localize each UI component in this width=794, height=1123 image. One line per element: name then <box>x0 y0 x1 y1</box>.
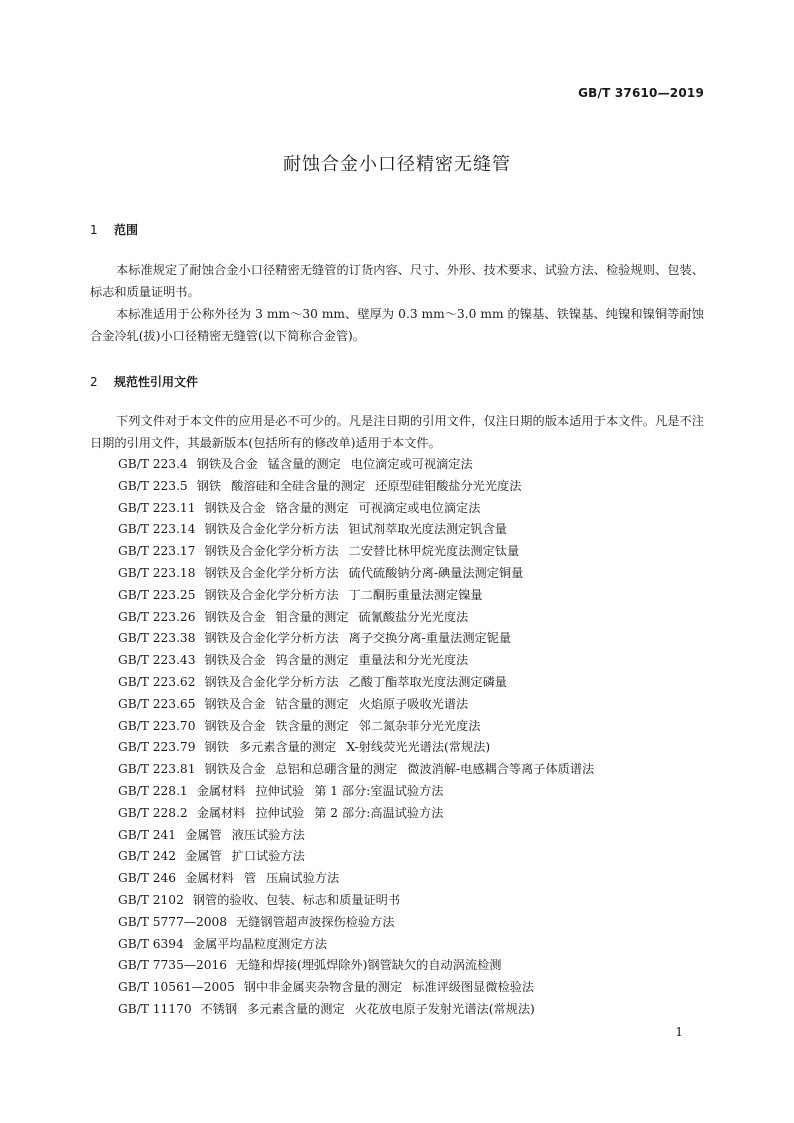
reference-title-part: 钢铁及合金 <box>204 696 266 711</box>
reference-item <box>118 846 604 868</box>
reference-title-part: X-射线荧光光谱法(常规法) <box>346 740 491 755</box>
reference-code: GB/T 246 <box>118 871 177 886</box>
reference-item <box>118 476 604 498</box>
reference-code: GB/T 228.2 <box>118 805 188 820</box>
reference-item <box>118 781 604 803</box>
reference-code: GB/T 223.4 <box>118 457 188 471</box>
reference-title-part: 二安替比林甲烷光度法测定钛量 <box>348 544 520 559</box>
reference-title-part: 可视滴定或电位滴定法 <box>358 500 481 515</box>
reference-item <box>118 563 604 585</box>
reference-item <box>118 541 604 563</box>
reference-code: GB/T 223.43 <box>118 653 196 668</box>
reference-title-part: 钨含量的测定 <box>275 653 349 668</box>
references-intro-paragraph: 下列文件对于本文件的应用是必不可少的。凡是注日期的引用文件，仅注日期的版本适用于本文件。凡是不注日期的引用文件，其最新版本(包括所有的修改单)适用于本文件。 <box>90 414 704 450</box>
reference-code: GB/T 2102 <box>118 892 184 907</box>
reference-title-part: 钢管的验收、包装、标志和质量证明书 <box>192 892 401 907</box>
reference-title-part: 钼含量的测定 <box>275 609 349 624</box>
reference-title-part: 液压试验方法 <box>231 827 305 842</box>
reference-code: GB/T 223.65 <box>118 696 196 711</box>
reference-code: GB/T 223.38 <box>118 631 196 646</box>
section-heading-normative-references <box>90 373 198 390</box>
reference-title-part: 金属材料 <box>185 871 234 886</box>
reference-code: GB/T 223.25 <box>118 587 196 602</box>
reference-title-part: 总铝和总硼含量的测定 <box>275 762 398 777</box>
section-title: 范围 <box>114 223 139 237</box>
reference-title-part: 金属平均晶粒度测定方法 <box>192 936 327 951</box>
reference-title-part: 锰含量的测定 <box>267 457 341 471</box>
reference-title-part: 硫氰酸盐分光光度法 <box>358 609 469 624</box>
reference-item <box>118 868 604 890</box>
reference-title-part: 钢铁 <box>204 740 229 755</box>
reference-title-part: 金属材料 <box>196 783 246 798</box>
reference-title-part: 离子交换分离-重量法测定铌量 <box>348 631 512 646</box>
reference-item <box>118 694 604 716</box>
reference-title-part: 还原型硅钼酸盐分光光度法 <box>375 478 522 493</box>
reference-code: GB/T 223.79 <box>118 740 196 755</box>
reference-title-part: 管 <box>243 871 257 886</box>
reference-title-part: 钢铁及合金 <box>204 500 266 515</box>
section-number: 2 <box>90 375 98 389</box>
reference-title-part: 微波消解-电感耦合等离子体质谱法 <box>407 762 595 777</box>
reference-title-part: 铬含量的测定 <box>275 500 349 515</box>
reference-item <box>118 934 604 956</box>
reference-item <box>118 977 604 999</box>
reference-title-part: 第 1 部分:室温试验方法 <box>314 783 444 798</box>
reference-item <box>118 519 604 541</box>
document-title: 耐蚀合金小口径精密无缝管 <box>283 154 511 175</box>
reference-item <box>118 759 604 781</box>
reference-title-part: 金属管 <box>185 827 222 842</box>
section-heading-scope <box>90 221 138 238</box>
section-title: 规范性引用文件 <box>114 375 199 389</box>
reference-code: GB/T 223.26 <box>118 609 196 624</box>
reference-code: GB/T 7735—2016 <box>118 958 228 973</box>
reference-title-part: 拉伸试验 <box>255 805 305 820</box>
reference-code: GB/T 242 <box>118 849 177 864</box>
page-number: 1 <box>675 1025 683 1039</box>
reference-title-part: 压扁试验方法 <box>266 871 340 886</box>
reference-code: GB/T 11170 <box>118 1001 192 1016</box>
reference-item <box>118 672 604 694</box>
reference-title-part: 邻二氮杂菲分光光度法 <box>358 718 481 733</box>
reference-title-part: 丁二酮肟重量法测定镍量 <box>348 587 483 602</box>
reference-title-part: 硫代硫酸钠分离-碘量法测定铜量 <box>348 565 524 580</box>
reference-title-part: 钢铁及合金 <box>204 762 266 777</box>
reference-title-part: 钢铁及合金化学分析方法 <box>204 565 339 580</box>
reference-title-part: 钢铁及合金 <box>204 653 266 668</box>
reference-title-part: 钢铁及合金化学分析方法 <box>204 587 339 602</box>
reference-code: GB/T 223.14 <box>118 522 196 537</box>
reference-title-part: 火花放电原子发射光谱法(常规法) <box>354 1001 535 1016</box>
standard-code: GB/T 37610—2019 <box>578 86 704 100</box>
reference-code: GB/T 223.62 <box>118 674 196 689</box>
reference-item <box>118 454 604 476</box>
reference-code: GB/T 241 <box>118 827 177 842</box>
reference-title-part: 重量法和分光光度法 <box>358 653 469 668</box>
reference-code: GB/T 223.5 <box>118 478 188 493</box>
reference-title-part: 钢铁及合金化学分析方法 <box>204 522 339 537</box>
reference-code: GB/T 228.1 <box>118 783 188 798</box>
reference-title-part: 拉伸试验 <box>255 783 305 798</box>
reference-title-part: 钢铁及合金化学分析方法 <box>204 674 339 689</box>
reference-item <box>118 890 604 912</box>
reference-title-part: 多元素含量的测定 <box>247 1001 345 1016</box>
reference-title-part: 扩口试验方法 <box>231 849 305 864</box>
reference-title-part: 钢铁及合金化学分析方法 <box>204 631 339 646</box>
reference-title-part: 钢中非金属夹杂物含量的测定 <box>243 980 403 995</box>
reference-item <box>118 716 604 738</box>
reference-title-part: 钢铁及合金 <box>204 609 266 624</box>
reference-code: GB/T 223.17 <box>118 544 196 559</box>
reference-title-part: 无缝和焊接(埋弧焊除外)钢管缺欠的自动涡流检测 <box>236 958 502 973</box>
reference-code: GB/T 223.18 <box>118 565 196 580</box>
reference-title-part: 钢铁及合金 <box>204 718 266 733</box>
reference-title-part: 金属管 <box>185 849 222 864</box>
reference-code: GB/T 223.81 <box>118 762 196 777</box>
reference-title-part: 电位滴定或可视滴定法 <box>350 457 473 471</box>
reference-title-part: 火焰原子吸收光谱法 <box>358 696 469 711</box>
reference-title-part: 标准评级图显微检验法 <box>412 980 535 995</box>
reference-title-part: 无缝钢管超声波探伤检验方法 <box>236 914 395 929</box>
reference-title-part: 多元素含量的测定 <box>238 740 337 755</box>
reference-code: GB/T 5777—2008 <box>118 914 228 929</box>
scope-paragraph-1: 本标准规定了耐蚀合金小口径精密无缝管的订货内容、尺寸、外形、技术要求、试验方法、检验规则、包装、标志和质量证明书。 <box>90 263 704 299</box>
reference-item <box>118 737 604 759</box>
reference-code: GB/T 223.70 <box>118 718 196 733</box>
section-number: 1 <box>90 223 98 237</box>
reference-list <box>118 454 604 1021</box>
reference-item <box>118 803 604 825</box>
reference-title-part: 不锈钢 <box>200 1001 238 1016</box>
reference-item <box>118 607 604 629</box>
reference-item <box>118 912 604 934</box>
reference-title-part: 钢铁及合金化学分析方法 <box>204 544 339 559</box>
reference-title-part: 钴含量的测定 <box>275 696 349 711</box>
scope-paragraph-2: 本标准适用于公称外径为 3 mm～30 mm、壁厚为 0.3 mm～3.0 mm 的镍基、铁镍基、纯镍和镍铜等耐蚀合金冷轧(拔)小口径精密无缝管(以下简称合金管)。 <box>90 307 704 343</box>
reference-code: GB/T 10561—2005 <box>118 980 235 995</box>
reference-code: GB/T 223.11 <box>118 500 196 515</box>
reference-code: GB/T 6394 <box>118 936 184 951</box>
reference-title-part: 金属材料 <box>196 805 246 820</box>
reference-title-part: 钢铁及合金 <box>196 457 258 471</box>
reference-item <box>118 825 604 847</box>
reference-item <box>118 585 604 607</box>
reference-title-part: 铁含量的测定 <box>275 718 349 733</box>
reference-item <box>118 955 604 977</box>
reference-title-part: 乙酸丁酯萃取光度法测定磷量 <box>348 674 507 689</box>
reference-title-part: 钢铁 <box>196 478 222 493</box>
reference-item <box>118 999 604 1021</box>
reference-title-part: 酸溶硅和全硅含量的测定 <box>231 478 366 493</box>
reference-item <box>118 498 604 520</box>
reference-item <box>118 650 604 672</box>
reference-title-part: 钽试剂萃取光度法测定钒含量 <box>348 522 507 537</box>
reference-title-part: 第 2 部分:高温试验方法 <box>314 805 444 820</box>
reference-item <box>118 628 604 650</box>
